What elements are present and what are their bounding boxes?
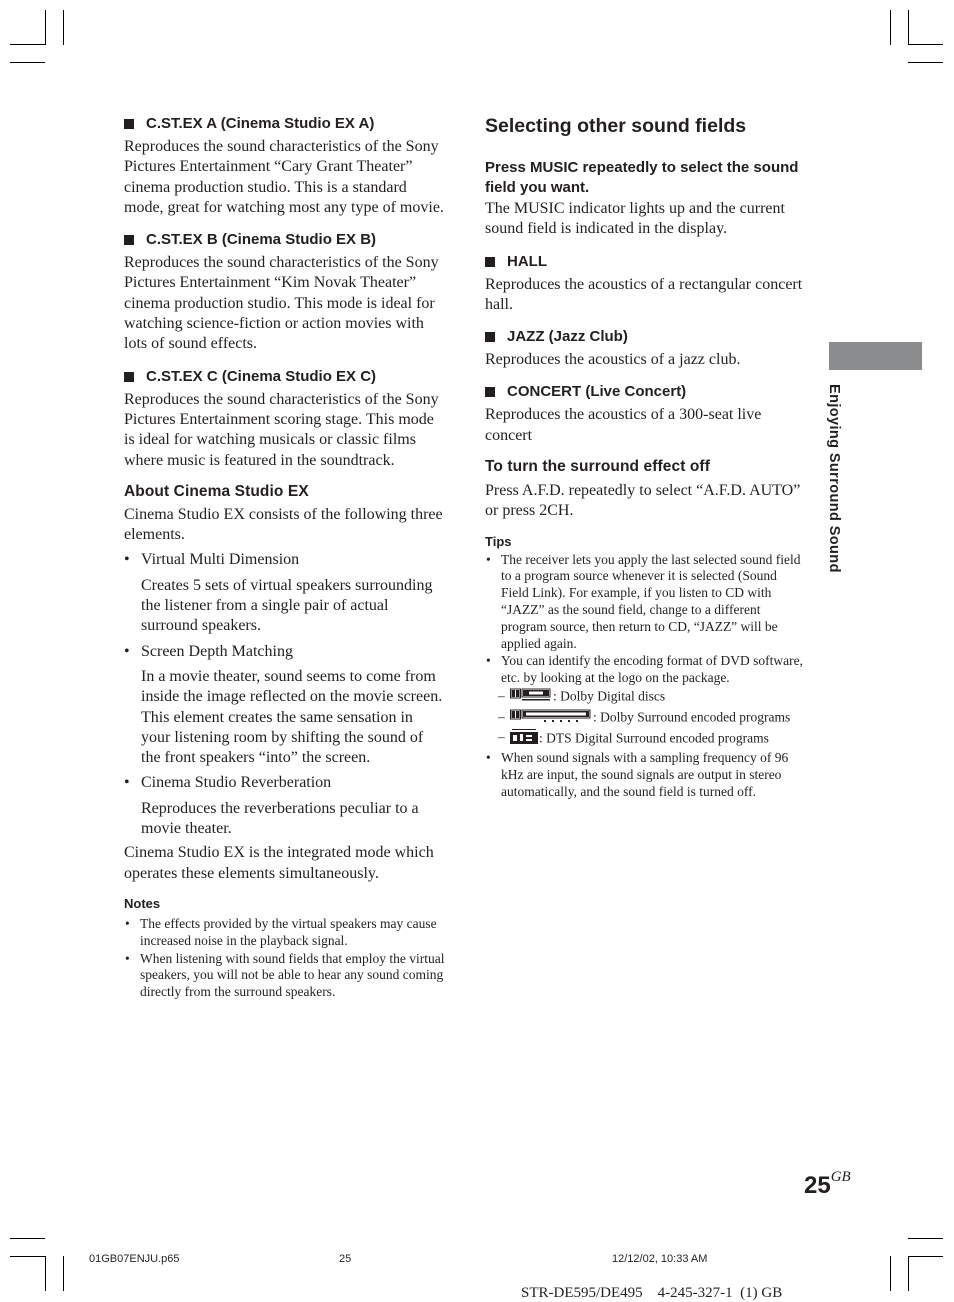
crop-mark <box>45 1256 46 1291</box>
footer-model: STR-DE595/DE495 4-245-327-1 (1) GB <box>521 1285 783 1301</box>
square-bullet-icon <box>485 332 495 342</box>
crop-mark <box>908 1238 943 1239</box>
cst-c-body: Reproduces the sound characteristics of the Sony Pictures Entertainment scoring stage. This mode is ideal for watching musicals or classic films where music is featured in the soundtrack. <box>124 390 439 469</box>
element-desc: Reproduces the reverberations peculiar to a movie theater. <box>141 799 419 838</box>
instruction-body: The MUSIC indicator lights up and the current sound field is indicated in the display. <box>485 200 785 238</box>
dolby-surround-logo-icon <box>510 709 592 728</box>
crop-mark <box>908 1256 943 1257</box>
footer-page: 25 <box>339 1253 352 1265</box>
instruction-step: Press MUSIC repeatedly to select the sound field you want. <box>485 159 799 196</box>
dolby-digital-logo-icon <box>510 688 552 707</box>
cst-c-heading: C.ST.EX C (Cinema Studio EX C) <box>124 367 446 387</box>
crop-mark <box>10 1256 45 1257</box>
about-intro: Cinema Studio EX consists of the following three elements. <box>124 505 443 544</box>
tips-section <box>485 534 803 801</box>
square-bullet-icon <box>485 257 495 267</box>
crop-mark <box>890 10 891 45</box>
concert-heading: CONCERT (Live Concert) <box>485 382 803 402</box>
right-column <box>485 114 803 801</box>
turn-off-section <box>485 457 803 522</box>
logo-item: – : DTS Digital Surround encoded programs <box>485 729 803 750</box>
note-item: • The effects provided by the virtual speakers may cause increased noise in the playback signal. <box>125 915 437 948</box>
tip-item: • The receiver lets you apply the last selected sound field to a program source whenever it is selected (Sound Field Link). For example, if you listen to CD with “JAZZ” as the sound field, change to a different program source, then return to CD, “JAZZ” will be applied again. <box>486 551 801 651</box>
logo-item: – : Dolby Digital discs <box>485 688 803 707</box>
element-desc: In a movie theater, sound seems to come from inside the image reflected on the movie screen. This element creates the same sensation in your listening room by shifting the sound of the front speakers “into” the screen. <box>141 667 443 767</box>
cst-b-heading: C.ST.EX B (Cinema Studio EX B) <box>124 230 446 250</box>
square-bullet-icon <box>124 119 134 129</box>
square-bullet-icon <box>124 372 134 382</box>
about-outro: Cinema Studio EX is the integrated mode which operates these elements simultaneously. <box>124 844 434 882</box>
cst-a-section <box>124 114 446 218</box>
cst-b-body: Reproduces the sound characteristics of the Sony Pictures Entertainment “Kim Novak Theater” cinema production studio. This mode is ideal for watching science-fiction or action movies with lots of sound effects. <box>124 254 439 353</box>
hall-section <box>485 252 803 316</box>
crop-mark <box>63 1256 64 1291</box>
crop-mark <box>908 44 943 45</box>
element-desc: Creates 5 sets of virtual speakers surrounding the listener from a single pair of actual surround speakers. <box>141 576 433 635</box>
note-item: • When listening with sound fields that employ the virtual speakers, you will not be able to hear any sound coming directly from the surround speakers. <box>125 950 445 1000</box>
hall-body: Reproduces the acoustics of a rectangular concert hall. <box>485 275 803 313</box>
logo-item: – : Dolby Surround encoded programs <box>485 709 803 728</box>
dts-logo-icon <box>510 729 538 750</box>
crop-mark <box>63 10 64 45</box>
left-column <box>124 114 446 1001</box>
cst-b-section <box>124 230 446 354</box>
notes-heading: Notes <box>124 895 161 911</box>
square-bullet-icon <box>485 387 495 397</box>
tip-item: • You can identify the encoding format of DVD software, etc. by looking at the logo on the package. <box>486 653 803 686</box>
jazz-body: Reproduces the acoustics of a jazz club. <box>485 351 741 369</box>
cst-a-body: Reproduces the sound characteristics of the Sony Pictures Entertainment “Cary Grant Theater” cinema production studio. This is a standard mode, great for watching most any type of movie. <box>124 138 444 216</box>
crop-mark <box>908 62 943 63</box>
tips-heading: Tips <box>485 533 512 549</box>
page-number: $25^{GB}$ <box>804 1169 851 1199</box>
footer-filename: 01GB07ENJU.p65 <box>89 1253 180 1265</box>
crop-mark <box>908 10 909 45</box>
element-item: • Screen Depth Matching <box>124 642 293 660</box>
element-item: • Cinema Studio Reverberation <box>124 774 332 792</box>
crop-mark <box>45 10 46 45</box>
notes-section <box>124 896 446 1001</box>
turn-off-heading: To turn the surround effect off <box>485 458 710 476</box>
square-bullet-icon <box>124 235 134 245</box>
section-tab-bar <box>829 342 922 370</box>
crop-mark <box>10 1238 45 1239</box>
page-title: Selecting other sound fields <box>485 115 747 137</box>
about-heading: About Cinema Studio EX <box>124 482 309 500</box>
footer-datetime: 12/12/02, 10:33 AM <box>612 1253 708 1265</box>
cst-c-section <box>124 367 446 471</box>
crop-mark <box>10 44 45 45</box>
hall-heading: HALL <box>485 252 803 272</box>
element-item: • Virtual Multi Dimension <box>124 551 300 569</box>
crop-mark <box>10 62 45 63</box>
jazz-section <box>485 327 803 370</box>
concert-body: Reproduces the acoustics of a 300-seat live concert <box>485 406 762 444</box>
tip-item: • When sound signals with a sampling frequency of 96 kHz are input, the sound signals are output in stereo automatically, and the sound field is turned off. <box>486 750 789 800</box>
crop-mark <box>890 1256 891 1291</box>
jazz-heading: JAZZ (Jazz Club) <box>485 327 803 347</box>
turn-off-body: Press A.F.D. repeatedly to select “A.F.D. AUTO” or press 2CH. <box>485 482 801 520</box>
about-section <box>124 482 446 884</box>
crop-mark <box>908 1256 909 1291</box>
concert-section <box>485 382 803 446</box>
side-tab-label: Enjoying Surround Sound <box>826 384 842 573</box>
cst-a-heading: C.ST.EX A (Cinema Studio EX A) <box>124 114 446 134</box>
